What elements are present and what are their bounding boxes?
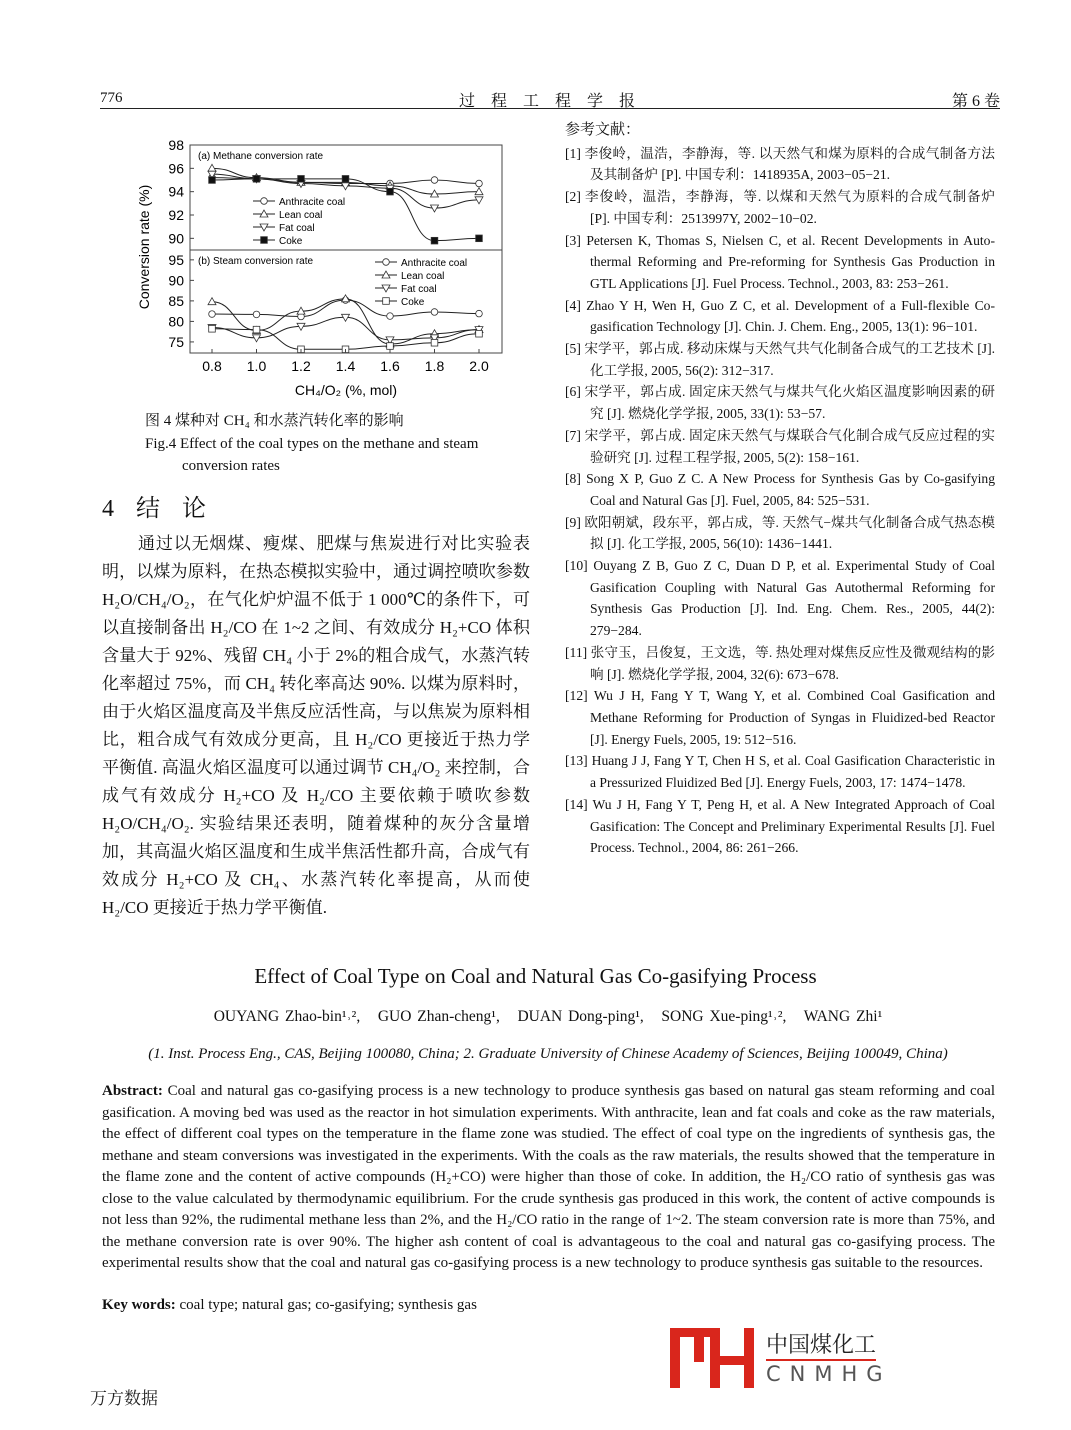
x-tick-label: 0.8 [202, 358, 222, 374]
x-axis-label: CH₄/O₂ (%, mol) [294, 382, 398, 398]
watermark-logo [668, 1326, 892, 1390]
x-tick-label: 1.4 [335, 358, 356, 374]
x-tick-label: 1.8 [424, 358, 445, 374]
data-point [387, 343, 394, 350]
references-title: 参考文献： [565, 122, 641, 138]
reference-item: [7] 宋学平，郭占成. 固定床天然气与煤联合气化制合成气反应过程的实验研究 [J]. 过程工程学报, 2005, 5(2): 158−161. [565, 427, 995, 465]
data-point [253, 311, 260, 318]
reference-item: [2] 李俊岭，温浩，李静海，等. 以煤和天然气为原料的合成气制备炉 [P]. 中国专利：2513997Y, 2002−10−02. [565, 189, 995, 226]
data-point [475, 188, 483, 195]
references [565, 120, 995, 859]
legend-label: Anthracite coal [401, 258, 468, 269]
keywords-text: coal type; natural gas; co-gasifying; synthesis gas [175, 1297, 477, 1313]
data-point [387, 313, 394, 320]
legend-label: Lean coal [401, 271, 445, 282]
data-point [476, 330, 483, 337]
x-tick-label: 1.6 [380, 358, 400, 374]
data-point [208, 298, 216, 305]
data-point [476, 310, 483, 317]
reference-item: [9] 欧阳朝斌，段东平，郭占成，等. 天然气−煤共气化制备合成气热态模拟 [J]. 化工学报, 2005, 56(10): 1436−1441. [565, 514, 995, 552]
figure-4-chart [130, 135, 510, 400]
logo-text-cn: 中国煤化工 [766, 1328, 876, 1361]
reference-item: [3] Petersen K, Thomas S, Nielsen C, et al. Recent Developments in Auto-thermal Reforming and Pre-reforming for Synthesis Gas Production in GTL Applications [J]. Fuel Process. Technol., 2003, 83: 253−261. [565, 232, 995, 291]
reference-item: [4] Zhao Y H, Wen H, Guo Z C, et al. Development of a Full-flexible Co-gasification Technology [J]. Chin. J. Chem. Eng., 2005, 13(1): 96−101. [565, 297, 995, 335]
data-point [476, 235, 483, 242]
y-axis-label: Conversion rate (%) [136, 184, 152, 310]
x-tick-label: 2.0 [469, 358, 489, 374]
legend-marker [383, 259, 390, 266]
reference-item: [12] Wu J H, Fang Y T, Wang Y, et al. Combined Coal Gasification and Methane Reforming for Production of Syngas in Fluidized-bed Reactor [J]. Energy Fuels, 2005, 19: 512−516. [565, 688, 995, 747]
legend-label: Anthracite coal [279, 197, 346, 208]
abstract-label: Abstract: [102, 1083, 163, 1099]
data-point [209, 325, 216, 332]
data-point [209, 177, 216, 184]
logo-mark-icon [668, 1326, 758, 1390]
data-point [431, 205, 439, 212]
panel-title: (b) Steam conversion rate [198, 256, 314, 267]
y-tick-label: 95 [168, 251, 184, 268]
legend-label: Fat coal [401, 284, 437, 295]
reference-item: [14] Wu J H, Fang Y T, Peng H, et al. A New Integrated Approach of Coal Gasification: The Concept and Preliminary Experimental Results [J]. Fuel Process. Technol., 2004, 86: 261−266. [565, 796, 995, 856]
keywords-label: Key words: [102, 1297, 176, 1313]
abstract-text: Coal and natural gas co-gasifying process is a new technology to produce synthesis gas based on natural gas steam reforming and coal gasification. A moving bed was used as the reactor in hot simulation experiments. With anthracite, lean and fat coals and coke as the raw materials, the effect of different coal types on the temperature in the flame zone was studied. The effect of coal type on the ingredients of synthesis gas, the methane and steam conversions was investigated in the experiments. With the coals as the raw materials, the results showed that the temperature in the flame zone and the content of active compounds (H₂+CO) were higher than those of coke. In addition, the H₂/CO ratio of synthesis gas was close to the value calculated by thermodynamic equilibrium. For the crude synthesis gas produced in this work, the content of active compounds is not less than 92%, the rudimental methane less than 2%, and the H₂/CO ratio in the range of 1~2. The steam conversion rate is more than 75%, and the methane conversion rate is over 90%. The higher ash content of coal is advantageous to the coal and natural gas co-gasifying process. The experimental results show that the coal and natural gas co-gasifying process is a new technology to produce synthesis gas suitable to the resources. [102, 1083, 995, 1271]
data-point [342, 176, 349, 183]
data-point [298, 176, 305, 183]
figure-caption-en-2: conversion rates [182, 458, 280, 474]
legend-label: Lean coal [279, 210, 323, 221]
y-tick-label: 96 [168, 160, 184, 177]
data-point [253, 176, 260, 183]
y-tick-label: 92 [168, 207, 184, 223]
data-point [431, 177, 438, 184]
footer-watermark: 万方数据 [90, 1389, 158, 1408]
data-point [431, 309, 438, 316]
abstract [102, 1081, 995, 1275]
legend-marker [383, 298, 390, 305]
conclusion-paragraph: 通过以无烟煤、瘦煤、肥煤与焦炭进行对比实验表明，以煤为原料，在热态模拟实验中，通过调控喷吹参数 H₂O/CH₄/O₂，在气化炉炉温不低于 1 000℃的条件下，可以直接制备出 H₂/CO 在 1~2 之间、有效成分 H₂+CO 体积含量大于 92%、残留 CH₄ 小于 2%的粗合成气，水蒸汽转化率超过 75%，而 CH₄ 转化率高达 90%. 以煤为原料时，由于火焰区温度高及半焦反应活性高，与以焦炭为原料相比，粗合成气有效成分更高，且 H₂/CO 更接近于热力学平衡值. 高温火焰区温度可以通过调节 CH₄/O₂ 来控制，合成气有效成分 H₂+CO 及 H₂/CO 主要依赖于喷吹参数 H₂O/CH₄/O₂. 实验结果还表明，随着煤种的灰分含量增加，其高温火焰区温度和生成半焦活性都升高，合成气有效成分 H₂+CO 及 CH₄、水蒸汽转化率提高，从而使 H₂/CO 更接近于热力学平衡值. [102, 534, 530, 917]
panel-title: (a) Methane conversion rate [198, 151, 324, 162]
legend-label: Coke [279, 236, 303, 247]
authors: OUYANG Zhao-bin¹˒², GUO Zhan-cheng¹, DUAN Dong-ping¹, SONG Xue-ping¹˒², WANG Zhi¹ [213, 1008, 883, 1025]
reference-item: [11] 张守玉，吕俊复，王文选，等. 热处理对煤焦反应性及微观结构的影响 [J]. 燃烧化学学报, 2004, 32(6): 673−678. [565, 644, 995, 682]
section-heading: 4 结 论 [102, 496, 214, 522]
running-header [100, 88, 1000, 109]
data-point [476, 180, 483, 187]
page-number: 776 [100, 90, 123, 106]
figure-caption-cn: 图 4 煤种对 CH₄ 和水蒸汽转化率的影响 [145, 413, 404, 429]
legend-label: Fat coal [279, 223, 315, 234]
volume: 第 6 卷 [951, 93, 1000, 110]
reference-item: [13] Huang J J, Fang Y T, Chen H S, et al. Coal Gasification Characteristic in a Pressurized Fluidized Bed [J]. Energy Fuels, 2003, 17: 1474−1478. [565, 753, 995, 791]
x-tick-label: 1.2 [291, 358, 311, 374]
journal-title: 过 程 工 程 学 报 [458, 93, 641, 110]
reference-item: [8] Song X P, Guo Z C. A New Process for Synthesis Gas by Co-gasifying Coal and Natural Gas [J]. Fuel, 2005, 84: 525−531. [565, 471, 995, 508]
figure-caption-en: Fig.4 Effect of the coal types on the methane and steam [145, 436, 479, 452]
data-point [208, 164, 216, 171]
english-title: Effect of Coal Type on Coal and Natural Gas Co-gasifying Process [254, 964, 817, 988]
y-tick-label: 80 [168, 313, 184, 330]
reference-item: [10] Ouyang Z B, Guo Z C, Duan D P, et al. Experimental Study of Coal Gasification Coupling with Natural Gas Autothermal Reforming for Synthesis Gas Production [J]. Ind. Eng. Chem. Res., 2005, 44(2): 279−284. [565, 558, 995, 639]
reference-item: [5] 宋学平，郭占成. 移动床煤与天然气共气化制备合成气的工艺技术 [J]. 化工学报, 2005, 56(2): 312−317. [565, 341, 995, 378]
data-point [253, 326, 260, 333]
legend-marker [261, 198, 268, 205]
y-tick-label: 90 [168, 272, 184, 289]
logo-text-en: CNMHG [766, 1362, 892, 1386]
reference-item: [6] 宋学平，郭占成. 固定床天然气与煤共气化火焰区温度影响因素的研究 [J]. 燃烧化学学报, 2005, 33(1): 53−57. [565, 384, 995, 422]
affiliation: (1. Inst. Process Eng., CAS, Beijing 100080, China; 2. Graduate University of Chinese Academy of Sciences, Beijing 100049, China) [148, 1046, 948, 1062]
legend-marker [261, 237, 268, 244]
keywords [102, 1297, 477, 1314]
data-point [431, 237, 438, 244]
reference-item: [1] 李俊岭，温浩，李静海，等. 以天然气和煤为原料的合成气制备方法及其制备炉 [P]. 中国专利：1418935A, 2003−05−21. [565, 145, 995, 183]
y-tick-label: 85 [168, 292, 184, 309]
y-tick-label: 90 [168, 230, 184, 247]
x-tick-label: 1.0 [246, 358, 267, 374]
legend-label: Coke [401, 297, 425, 308]
y-tick-label: 98 [168, 137, 184, 153]
data-point [431, 339, 438, 346]
y-tick-label: 94 [168, 183, 184, 200]
data-point [387, 188, 394, 195]
data-point [209, 311, 216, 318]
y-tick-label: 75 [168, 333, 184, 350]
data-point [253, 335, 261, 342]
